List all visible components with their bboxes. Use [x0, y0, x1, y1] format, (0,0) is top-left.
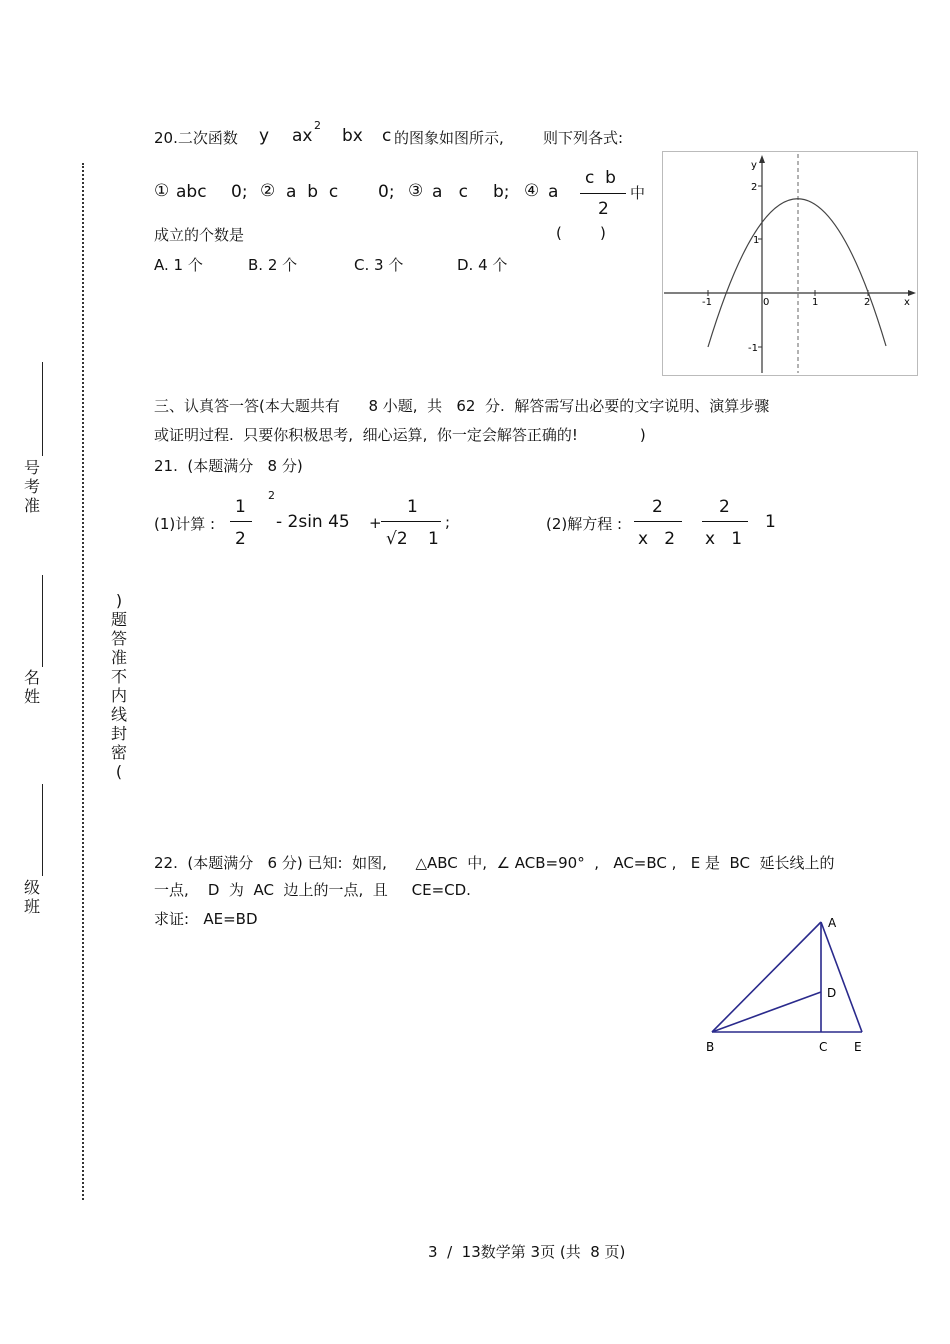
- q21-part2-denominator2: x 1: [705, 529, 743, 549]
- q20-tail: 则下列各式:: [543, 129, 624, 147]
- q20-y: y: [259, 126, 270, 146]
- q20-item3-rhs: b;: [493, 182, 510, 202]
- q20-item4-denominator: 2: [598, 199, 609, 219]
- q20-item3: a c: [432, 182, 468, 202]
- q20-ax: ax: [292, 126, 313, 146]
- y-axis-label: y: [751, 160, 757, 171]
- q20-answer-paren: ( ): [556, 224, 606, 242]
- q21-part1-end: ;: [445, 513, 451, 531]
- q20-option-b: B. 2 个: [248, 256, 298, 274]
- q21-part1-label: (1)计算 :: [154, 515, 216, 533]
- q20-option-c: C. 3 个: [354, 256, 404, 274]
- vertex-a-label: A: [828, 916, 837, 930]
- section-3-heading-line1: 三、认真答一答(本大题共有 8 小题, 共 62 分. 解答需写出必要的文字说明、演算步骤: [154, 397, 770, 415]
- q21-part1-numerator: 1: [235, 497, 246, 517]
- margin-line-name: [42, 575, 43, 667]
- label-y2: 2: [751, 182, 758, 193]
- q21-part1-exponent: 2: [268, 489, 275, 502]
- q20-item4-fraction-bar: [580, 193, 626, 194]
- label-x2: 2: [864, 297, 871, 308]
- q21-part1-denominator2: 1: [428, 529, 439, 549]
- q20-item2-mark: ②: [260, 181, 276, 201]
- margin-line-class: [42, 784, 43, 876]
- triangle-figure: [700, 910, 880, 1060]
- section-3-heading-line2: 或证明过程. 只要你积极思考, 细心运算, 你一定会解答正确的! ): [154, 426, 646, 444]
- label-origin: 0: [763, 297, 770, 308]
- q20-item1: abc: [176, 182, 207, 202]
- label-xneg1: -1: [702, 297, 712, 308]
- q20-item4-numerator: c b: [585, 168, 616, 188]
- q21-part2-numerator1: 2: [652, 497, 663, 517]
- q20-item3-mark: ③: [408, 181, 424, 201]
- q20-bx: bx: [342, 126, 363, 146]
- q20-line3: 成立的个数是: [154, 226, 245, 244]
- q21-part2-denominator1: x 2: [638, 529, 676, 549]
- q20-c: c: [382, 126, 392, 146]
- q21-part2-numerator2: 2: [719, 497, 730, 517]
- q20-prefix: 20.二次函数: [154, 129, 238, 147]
- q21-part2-fraction-bar1: [634, 521, 682, 522]
- q21-part2-label: (2)解方程 :: [546, 515, 623, 533]
- label-yneg1: -1: [748, 343, 758, 354]
- seal-dotted-line: [82, 163, 84, 1200]
- q21-part2-rhs: 1: [765, 512, 776, 532]
- parabola-graph: [662, 151, 918, 376]
- q20-item1-rhs: 0;: [231, 182, 248, 202]
- x-axis-label: x: [904, 297, 910, 308]
- q20-item1-mark: ①: [154, 181, 170, 201]
- q21-title: 21. (本题满分 8 分): [154, 457, 303, 475]
- segment-bd: [712, 992, 821, 1032]
- q22-line3: 求证: AE=BD: [154, 910, 258, 928]
- point-e-label: E: [854, 1040, 862, 1054]
- label-x1: 1: [812, 297, 819, 308]
- label-y1: 1: [753, 235, 760, 246]
- name-label: 名姓: [23, 668, 40, 706]
- class-label: 级班: [23, 878, 40, 916]
- point-d-label: D: [827, 986, 837, 1000]
- page-footer: 3 / 13数学第 3页 (共 8 页): [428, 1243, 626, 1261]
- q21-part1-denominator: 2: [235, 529, 246, 549]
- q20-exp: 2: [314, 119, 321, 132]
- margin-line-candidate: [42, 362, 43, 456]
- q20-option-d: D. 4 个: [457, 256, 508, 274]
- segment-ab: [712, 922, 821, 1032]
- seal-notice: )题答准不内线封密(: [110, 591, 127, 781]
- q21-part1-plus: +: [369, 514, 382, 532]
- q21-part1-sqrt: √2: [386, 529, 408, 549]
- segment-ae: [821, 922, 862, 1032]
- q22-line2: 一点, D 为 AC 边上的一点, 且 CE=CD.: [154, 881, 471, 899]
- graph-frame: [663, 152, 918, 376]
- q22-line1: 22. (本题满分 6 分) 已知: 如图, △ABC 中, ∠ ACB=90° , AC=BC , E 是 BC 延长线上的: [154, 854, 835, 872]
- q20-suffix: 的图象如图所示,: [394, 129, 504, 147]
- q21-part1-fraction-bar: [230, 521, 252, 522]
- vertex-b-label: B: [706, 1040, 715, 1054]
- q20-option-a: A. 1 个: [154, 256, 203, 274]
- q20-item4-tail: 中: [630, 184, 646, 202]
- q21-part1-numerator2: 1: [407, 497, 418, 517]
- q20-item4-mark: ④: [524, 181, 540, 201]
- q21-part1-middle: - 2sin 45: [276, 512, 350, 532]
- q20-item4: a: [548, 182, 559, 202]
- q21-part1-fraction-bar2: [381, 521, 441, 522]
- q20-item2: a b c: [286, 182, 339, 202]
- q21-part2-fraction-bar2: [702, 521, 748, 522]
- vertex-c-label: C: [819, 1040, 828, 1054]
- candidate-number-label: 号考准: [23, 458, 40, 515]
- q20-item2-rhs: 0;: [378, 182, 395, 202]
